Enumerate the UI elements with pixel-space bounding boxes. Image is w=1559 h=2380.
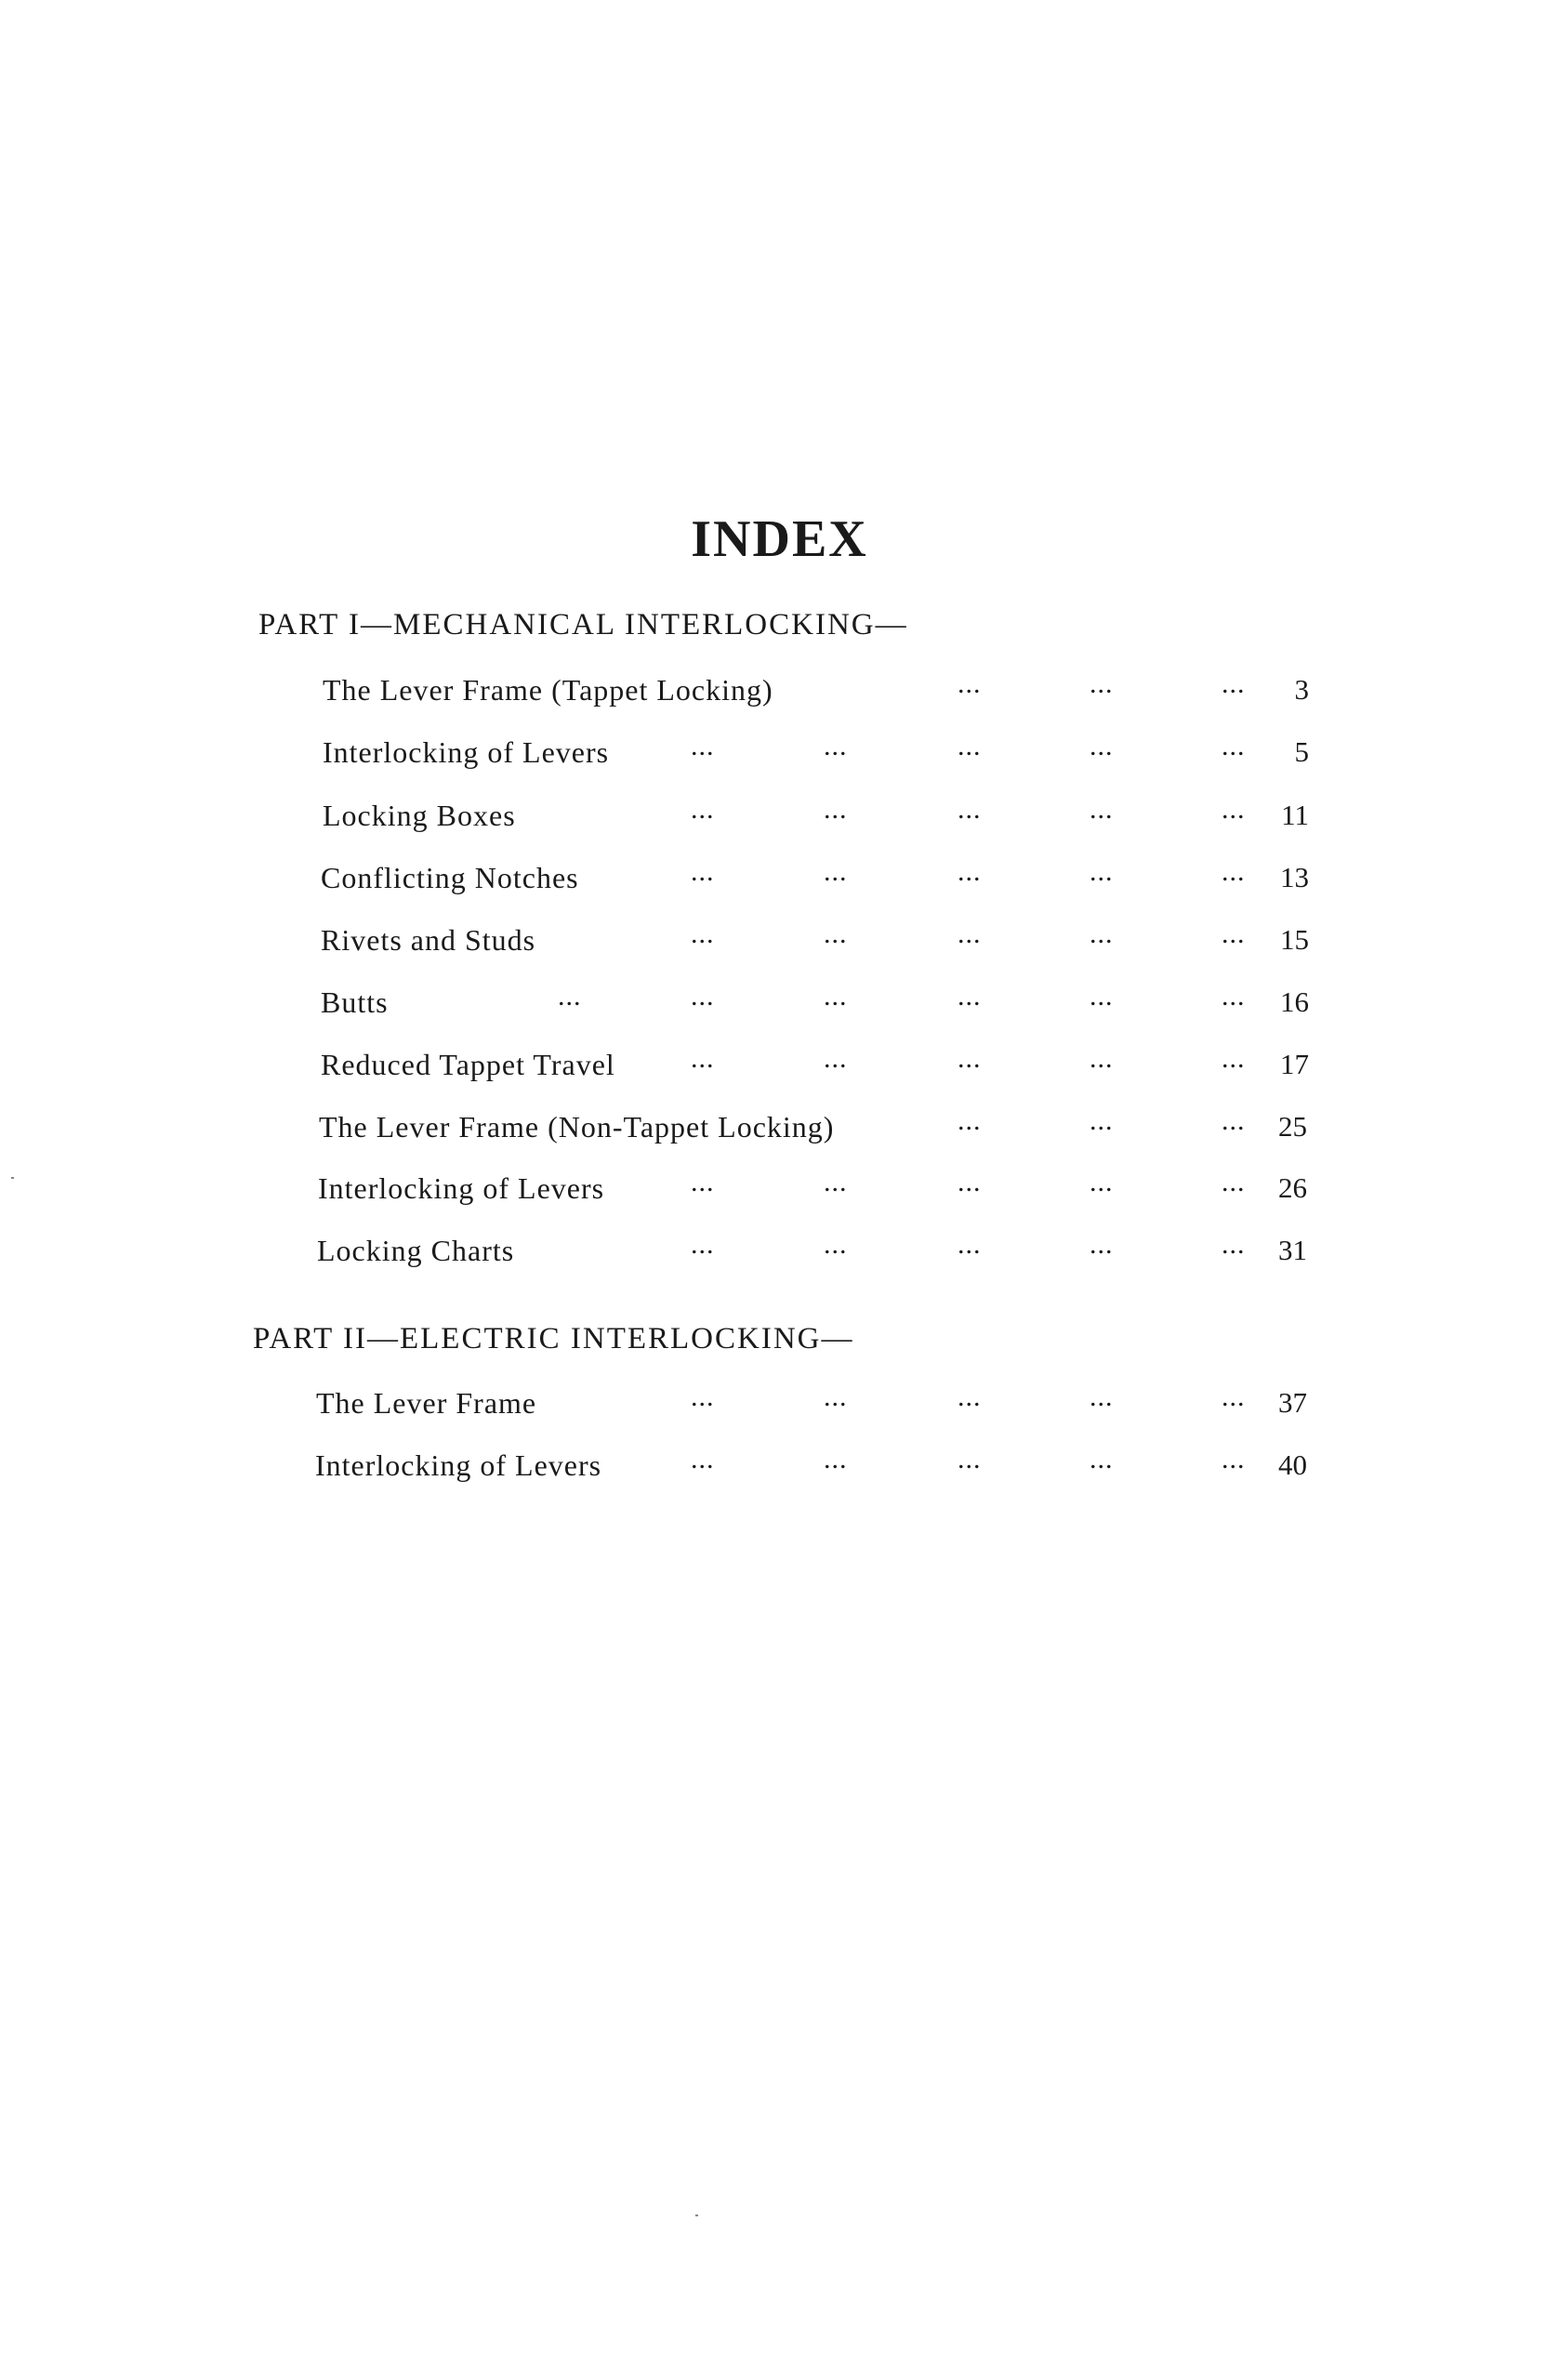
dot-leader: ...	[1222, 1382, 1246, 1412]
entry-title: The Lever Frame (Tappet Locking)	[323, 673, 773, 707]
dot-leader: ...	[691, 1444, 715, 1474]
entry-title: Butts	[321, 985, 389, 1019]
entry-page-number: 31	[1278, 1234, 1307, 1266]
entry-title: The Lever Frame (Non-Tappet Locking)	[319, 1110, 835, 1144]
part-1-heading: PART I—MECHANICAL INTERLOCKING—	[258, 608, 908, 641]
index-entry-locking-charts	[0, 1230, 1559, 1271]
dot-leader: ...	[1090, 668, 1114, 699]
dot-leader: ...	[1090, 981, 1114, 1012]
dot-leader: ...	[958, 856, 982, 887]
entry-title: Rivets and Studs	[321, 923, 536, 957]
index-entry-the-lever-frame-tappet-locking	[0, 669, 1559, 710]
part-2-heading: PART II—ELECTRIC INTERLOCKING—	[253, 1322, 854, 1355]
dot-leader: ...	[1222, 1043, 1246, 1074]
dot-leader: ...	[824, 1043, 848, 1074]
dot-leader: ...	[1090, 731, 1114, 761]
dot-leader: ...	[824, 919, 848, 949]
dot-leader: ...	[1090, 1105, 1114, 1136]
entry-title: The Lever Frame	[316, 1386, 537, 1420]
dot-leader: ...	[958, 1043, 982, 1074]
dot-leader: ...	[1222, 1167, 1246, 1197]
dot-leader: ...	[1090, 856, 1114, 887]
dot-leader: ...	[1222, 1444, 1246, 1474]
index-entry-the-lever-frame	[0, 1382, 1559, 1423]
dot-leader: ...	[691, 1229, 715, 1260]
dot-leader: ...	[958, 919, 982, 949]
dot-leader: ...	[824, 1167, 848, 1197]
entry-title: Locking Boxes	[323, 799, 516, 832]
dot-leader: ...	[691, 856, 715, 887]
entry-page-number: 25	[1278, 1110, 1307, 1143]
index-entry-conflicting-notches	[0, 857, 1559, 898]
dot-leader: ...	[958, 794, 982, 825]
dot-leader: ...	[1222, 1105, 1246, 1136]
entry-page-number: 37	[1278, 1386, 1307, 1419]
index-entry-reduced-tappet-travel	[0, 1044, 1559, 1085]
entry-title: Interlocking of Levers	[318, 1171, 605, 1205]
dot-leader: ...	[1090, 1167, 1114, 1197]
dot-leader: ...	[958, 1444, 982, 1474]
dot-leader: ...	[824, 1229, 848, 1260]
dot-leader: ...	[1222, 981, 1246, 1012]
index-entry-locking-boxes	[0, 795, 1559, 836]
dot-leader: ...	[1222, 1229, 1246, 1260]
index-entry-interlocking-of-levers	[0, 1168, 1559, 1209]
entry-title: Reduced Tappet Travel	[321, 1048, 615, 1081]
scan-speck	[695, 2215, 698, 2216]
dot-leader: ...	[824, 794, 848, 825]
dot-leader: ...	[958, 731, 982, 761]
dot-leader: ...	[1090, 1382, 1114, 1412]
entry-page-number: 13	[1280, 861, 1309, 893]
dot-leader: ...	[824, 981, 848, 1012]
dot-leader: ...	[824, 856, 848, 887]
index-entry-rivets-and-studs	[0, 919, 1559, 960]
dot-leader: ...	[1222, 856, 1246, 887]
index-entry-butts	[0, 982, 1559, 1023]
dot-leader: ...	[1090, 1229, 1114, 1260]
dot-leader: ...	[958, 1229, 982, 1260]
entry-title: Interlocking of Levers	[315, 1448, 602, 1482]
dot-leader: ...	[1222, 919, 1246, 949]
dot-leader: ...	[691, 1382, 715, 1412]
dot-leader: ...	[958, 981, 982, 1012]
dot-leader: ...	[958, 668, 982, 699]
dot-leader: ...	[958, 1382, 982, 1412]
dot-leader: ...	[824, 1444, 848, 1474]
dot-leader: ...	[691, 1043, 715, 1074]
dot-leader: ...	[691, 919, 715, 949]
dot-leader: ...	[558, 981, 582, 1012]
index-entry-the-lever-frame-non-tappet-locking	[0, 1106, 1559, 1147]
entry-title: Conflicting Notches	[321, 861, 579, 894]
entry-page-number: 17	[1280, 1048, 1309, 1080]
dot-leader: ...	[1090, 919, 1114, 949]
dot-leader: ...	[691, 981, 715, 1012]
dot-leader: ...	[691, 1167, 715, 1197]
entry-title: Locking Charts	[317, 1234, 515, 1267]
scan-speck	[11, 1177, 14, 1179]
entry-page-number: 5	[1294, 735, 1309, 768]
index-entry-interlocking-of-levers	[0, 732, 1559, 773]
entry-page-number: 26	[1278, 1171, 1307, 1204]
entry-page-number: 16	[1280, 985, 1309, 1018]
entry-page-number: 15	[1280, 923, 1309, 956]
entry-title: Interlocking of Levers	[323, 735, 610, 769]
dot-leader: ...	[958, 1167, 982, 1197]
dot-leader: ...	[691, 794, 715, 825]
dot-leader: ...	[1090, 1444, 1114, 1474]
dot-leader: ...	[1222, 668, 1246, 699]
dot-leader: ...	[1222, 794, 1246, 825]
dot-leader: ...	[1090, 794, 1114, 825]
page-title: INDEX	[691, 510, 868, 568]
dot-leader: ...	[958, 1105, 982, 1136]
index-entry-interlocking-of-levers	[0, 1445, 1559, 1486]
dot-leader: ...	[824, 1382, 848, 1412]
entry-page-number: 11	[1281, 799, 1309, 831]
entry-page-number: 3	[1294, 673, 1309, 706]
dot-leader: ...	[824, 731, 848, 761]
entry-page-number: 40	[1278, 1448, 1307, 1481]
dot-leader: ...	[1222, 731, 1246, 761]
dot-leader: ...	[691, 731, 715, 761]
dot-leader: ...	[1090, 1043, 1114, 1074]
